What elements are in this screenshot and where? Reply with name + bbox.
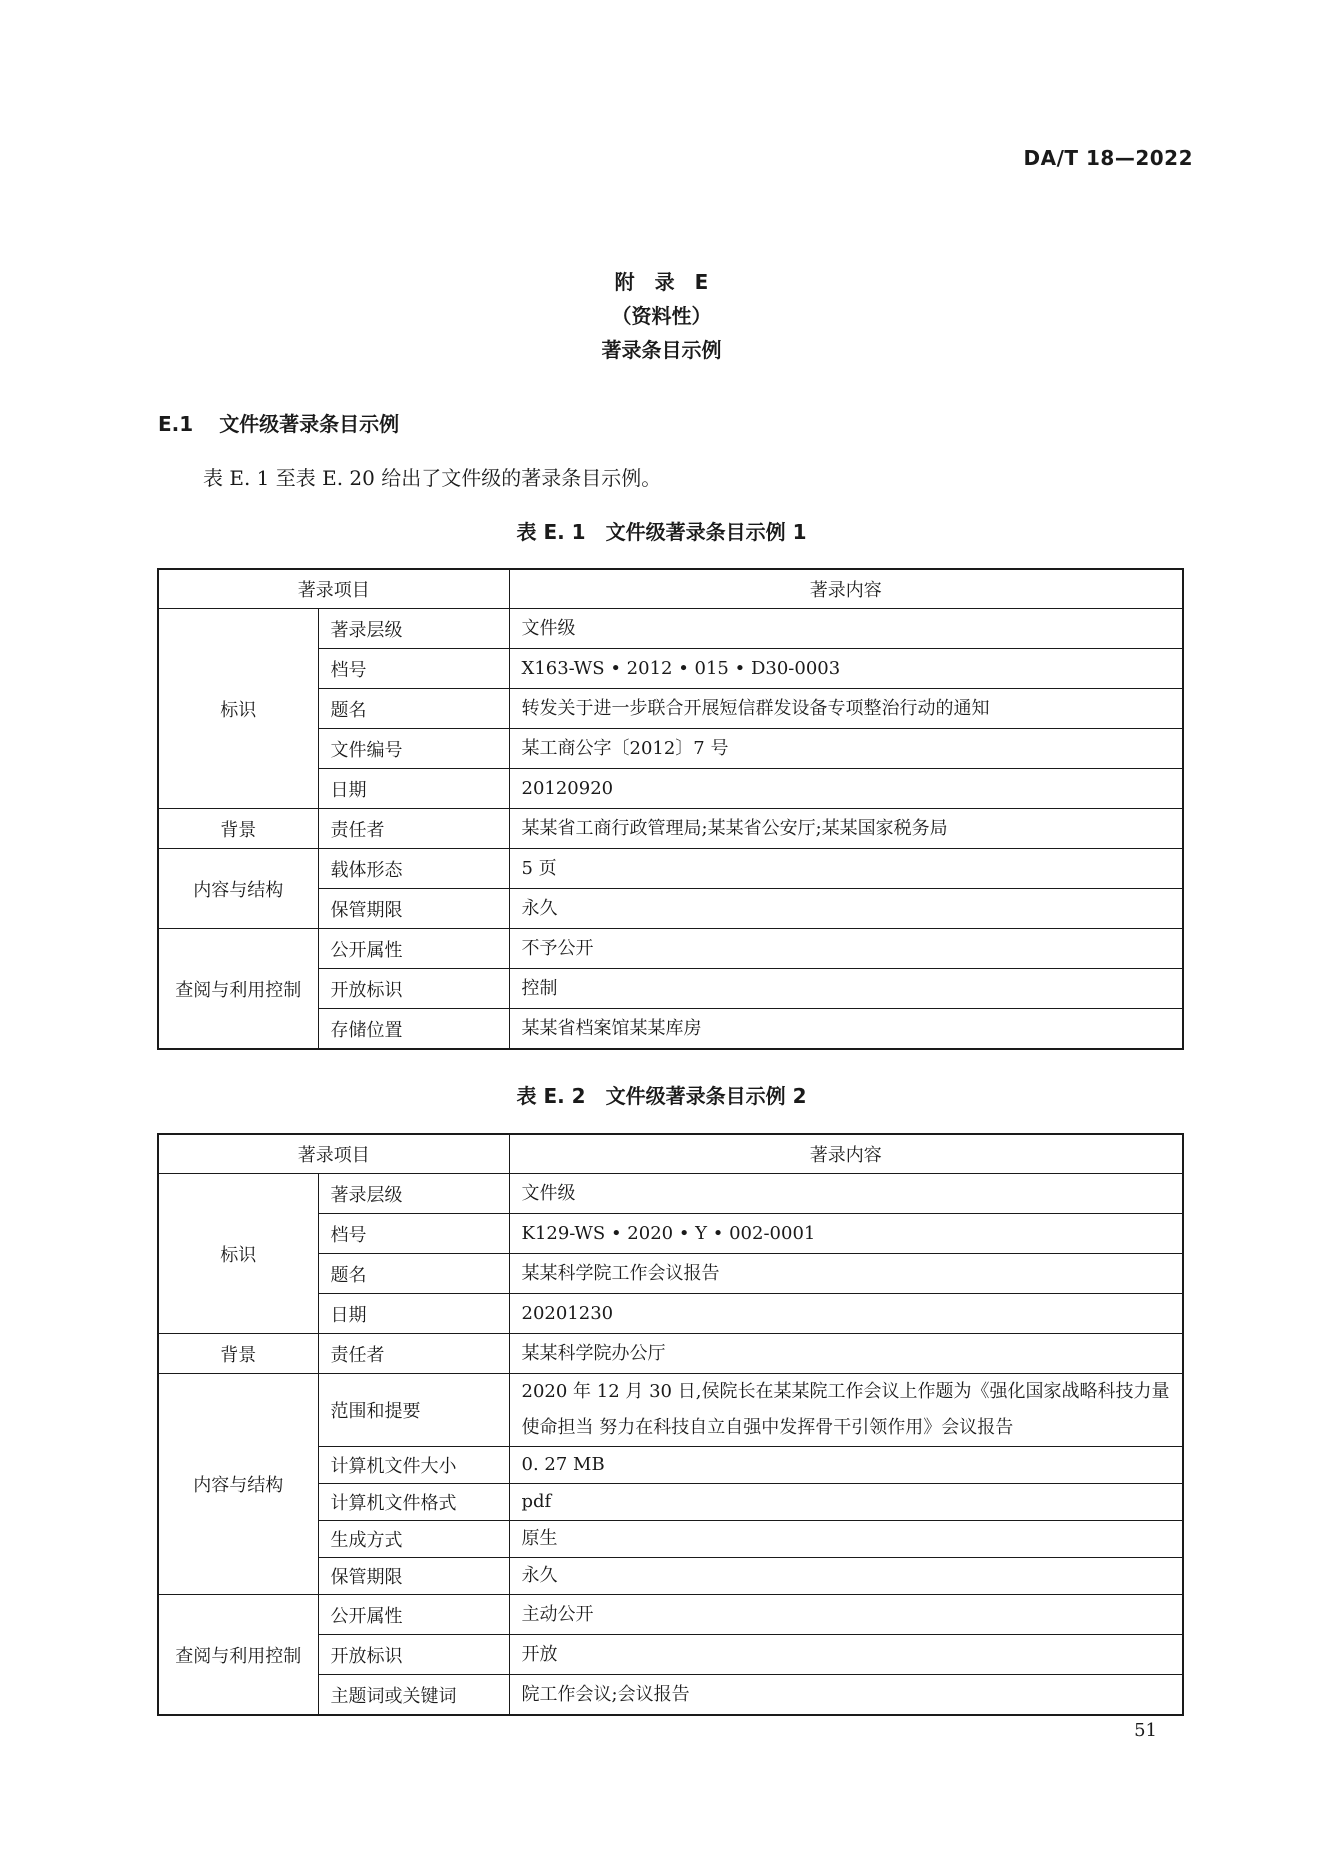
- field-value: 文件级: [509, 1174, 1183, 1214]
- field-name: 日期: [318, 1294, 509, 1334]
- standard-number: DA/T 18—2022: [1023, 146, 1193, 170]
- table-row: [158, 1334, 1183, 1374]
- field-value: 某某省档案馆某某库房: [509, 1009, 1183, 1050]
- field-value: 永久: [509, 889, 1183, 929]
- section-title: 文件级著录条目示例: [219, 412, 400, 436]
- field-name: 题名: [318, 1254, 509, 1294]
- table2: [157, 1133, 1184, 1716]
- table-row: [158, 609, 1183, 649]
- field-value: 不予公开: [509, 929, 1183, 969]
- field-name: 生成方式: [318, 1521, 509, 1558]
- field-value: 2020 年 12 月 30 日,侯院长在某某院工作会议上作题为《强化国家战略科技力量使命担当 努力在科技自立自强中发挥骨干引领作用》会议报告: [509, 1374, 1183, 1447]
- field-value: 文件级: [509, 609, 1183, 649]
- field-value: 某某科学院工作会议报告: [509, 1254, 1183, 1294]
- group-label: 内容与结构: [158, 1374, 318, 1595]
- field-name: 日期: [318, 769, 509, 809]
- intro-paragraph: 表 E. 1 至表 E. 20 给出了文件级的著录条目示例。: [203, 466, 662, 490]
- field-value: 某工商公字〔2012〕7 号: [509, 729, 1183, 769]
- header-item: 著录项目: [158, 569, 509, 609]
- appendix-title: 著录条目示例: [601, 338, 722, 362]
- field-name: 开放标识: [318, 1635, 509, 1675]
- field-value: 某某科学院办公厅: [509, 1334, 1183, 1374]
- header-content: 著录内容: [509, 569, 1183, 609]
- appendix-nature: （资料性）: [611, 304, 712, 328]
- table-header-row: [158, 569, 1183, 609]
- field-value: 控制: [509, 969, 1183, 1009]
- field-name: 档号: [318, 1214, 509, 1254]
- field-value: 开放: [509, 1635, 1183, 1675]
- field-name: 保管期限: [318, 889, 509, 929]
- field-value: 20201230: [509, 1294, 1183, 1334]
- field-value: pdf: [509, 1484, 1183, 1521]
- field-name: 著录层级: [318, 1174, 509, 1214]
- group-label: 内容与结构: [158, 849, 318, 929]
- table-row: [158, 929, 1183, 969]
- field-name: 范围和提要: [318, 1374, 509, 1447]
- field-value: 20120920: [509, 769, 1183, 809]
- field-value: 原生: [509, 1521, 1183, 1558]
- field-name: 著录层级: [318, 609, 509, 649]
- field-value: K129-WS • 2020 • Y • 002-0001: [509, 1214, 1183, 1254]
- table1-caption: 表 E. 1 文件级著录条目示例 1: [516, 520, 807, 544]
- header-item: 著录项目: [158, 1134, 509, 1174]
- group-label: 背景: [158, 1334, 318, 1374]
- field-value: 0. 27 MB: [509, 1447, 1183, 1484]
- group-label: 标识: [158, 609, 318, 809]
- field-name: 保管期限: [318, 1558, 509, 1595]
- section-heading: [158, 408, 399, 437]
- field-value: 转发关于进一步联合开展短信群发设备专项整治行动的通知: [509, 689, 1183, 729]
- field-name: 责任者: [318, 809, 509, 849]
- appendix-label: 附 录 E: [614, 270, 709, 294]
- field-name: 载体形态: [318, 849, 509, 889]
- table-row: [158, 1174, 1183, 1214]
- group-label: 标识: [158, 1174, 318, 1334]
- group-label: 查阅与利用控制: [158, 1595, 318, 1716]
- field-name: 档号: [318, 649, 509, 689]
- table-row: [158, 809, 1183, 849]
- table-row: [158, 1595, 1183, 1635]
- field-value: 主动公开: [509, 1595, 1183, 1635]
- section-number: E.1: [158, 412, 194, 436]
- table-row: [158, 1374, 1183, 1447]
- field-name: 公开属性: [318, 1595, 509, 1635]
- page-number: 51: [1134, 1720, 1157, 1741]
- field-name: 计算机文件格式: [318, 1484, 509, 1521]
- field-value: 永久: [509, 1558, 1183, 1595]
- field-name: 计算机文件大小: [318, 1447, 509, 1484]
- table-header-row: [158, 1134, 1183, 1174]
- field-name: 开放标识: [318, 969, 509, 1009]
- field-name: 存储位置: [318, 1009, 509, 1050]
- group-label: 查阅与利用控制: [158, 929, 318, 1050]
- field-value: X163-WS • 2012 • 015 • D30-0003: [509, 649, 1183, 689]
- field-name: 公开属性: [318, 929, 509, 969]
- field-value: 5 页: [509, 849, 1183, 889]
- field-name: 责任者: [318, 1334, 509, 1374]
- table2-caption: 表 E. 2 文件级著录条目示例 2: [516, 1084, 807, 1108]
- group-label: 背景: [158, 809, 318, 849]
- field-value: 某某省工商行政管理局;某某省公安厅;某某国家税务局: [509, 809, 1183, 849]
- table1: [157, 568, 1184, 1050]
- table-row: [158, 849, 1183, 889]
- field-name: 题名: [318, 689, 509, 729]
- field-name: 文件编号: [318, 729, 509, 769]
- field-value: 院工作会议;会议报告: [509, 1675, 1183, 1716]
- field-name: 主题词或关键词: [318, 1675, 509, 1716]
- header-content: 著录内容: [509, 1134, 1183, 1174]
